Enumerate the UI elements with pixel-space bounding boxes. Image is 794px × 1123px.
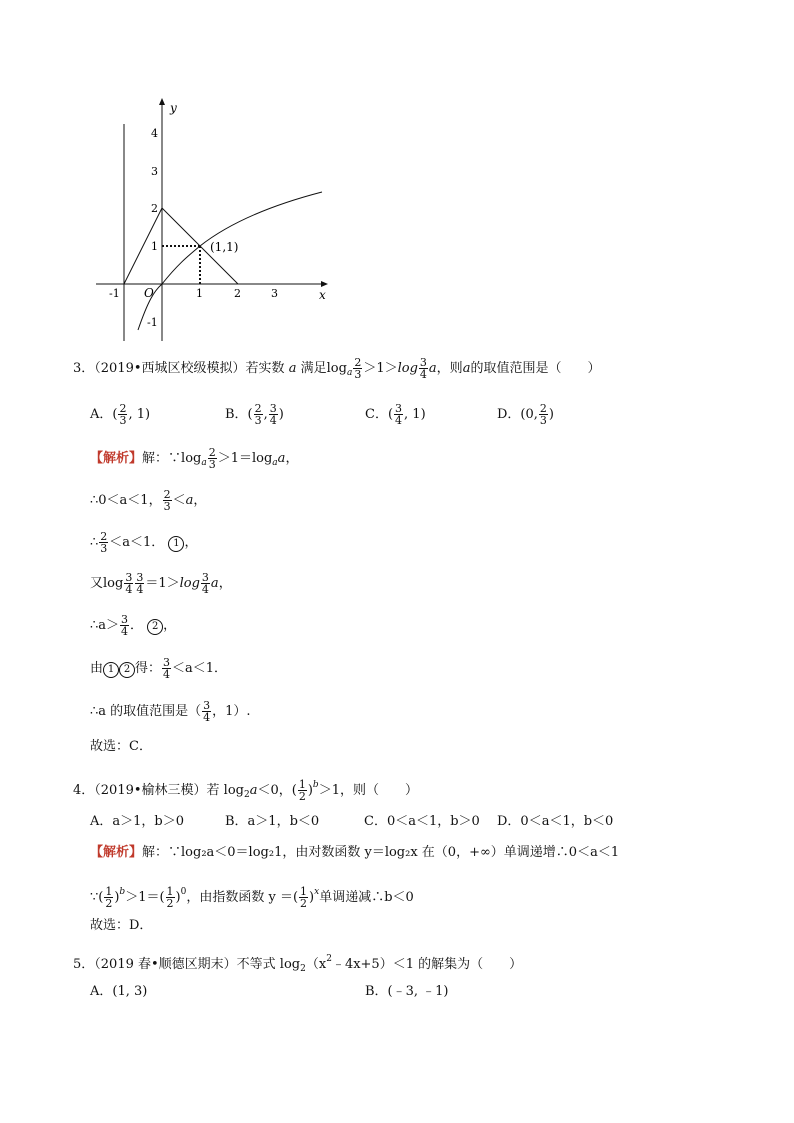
q4-answer: 故选：D． (90, 918, 153, 933)
q4-option-b[interactable]: B．a＞1，b＜0 (225, 814, 320, 829)
y-tick-label: 2 (151, 202, 158, 215)
q4-solution-line-2: ∵( $\frac{1}{2}$ )$^b$＞1＝( $\frac{1}{2}$ )$^0$，由指数函数 y ＝( $\frac{1}{2}$ )$^x$单调递减∴b＜0 (90, 885, 414, 910)
y-tick-label: 1 (151, 240, 158, 253)
q4-option-c[interactable]: C．0＜a＜1，b＞0 (364, 814, 480, 829)
q3-option-d[interactable]: D．(0, $\frac{2}{3}$ ) (497, 402, 554, 427)
circle-1: 1 (168, 536, 184, 552)
q3-stem (73, 357, 600, 383)
q3-solution-line-6: 由 1 2 得： $\frac{3}{4}$ ＜a＜1． (90, 656, 228, 681)
q3-inequality: $\log_a$ $\frac{2}{3}$ ＞1＞log $\frac{3}{4}$ a (326, 356, 437, 381)
q3-solution-line-1: 【解析】解：$\because\log_a$ $\frac{2}{3}$ $>1=\log_aa$， (90, 446, 299, 471)
x-tick-label: 1 (196, 287, 203, 300)
q3-option-a[interactable]: A．( $\frac{2}{3}$ , 1) (90, 402, 151, 427)
function-graph (88, 96, 338, 346)
q3-text: ，则 (436, 361, 463, 376)
q3-source: （2019•西城区校级模拟） (94, 361, 246, 376)
y-axis-arrow (159, 98, 165, 105)
q3-solution-line-7: ∴a 的取值范围是（ $\frac{3}{4}$ ，1）. (90, 699, 251, 724)
y-axis-label: y (170, 101, 177, 115)
q3-solution-line-4: 又log $\frac{3}{4}$ $\frac{3}{4}$ ＝1＞log $\frac{3}{4}$ a， (90, 571, 232, 596)
x-tick-label: -1 (109, 287, 120, 300)
q5-stem: 5．（2019 春•顺德区期末）不等式 $\log_2(x^2﹣4x+5)<1$ 的解集为（ ） (73, 954, 523, 974)
q3-solution-line-5: ∴a＞ $\frac{3}{4}$ ． 2 ， (90, 613, 177, 638)
q3-solution-line-2: ∴0＜a＜1， $\frac{2}{3}$ ＜a， (90, 488, 207, 513)
q3-var: a (288, 361, 297, 376)
log-curve (138, 192, 322, 330)
y-tick-label: -1 (147, 316, 158, 329)
x-tick-label: 3 (271, 287, 278, 300)
y-tick-label: 4 (151, 127, 158, 140)
x-axis-label: x (319, 288, 326, 302)
q3-text: 的取值范围是（ ） (470, 361, 601, 376)
y-tick-label: 3 (151, 165, 158, 178)
q4-option-d[interactable]: D．0＜a＜1，b＜0 (497, 814, 614, 829)
x-tick-label: 2 (234, 287, 241, 300)
q5-option-a[interactable]: A．(1, 3) (90, 984, 148, 999)
q3-option-b[interactable]: B．( $\frac{2}{3}$ , $\frac{3}{4}$ ) (225, 402, 284, 427)
x-axis-arrow (321, 281, 328, 287)
point-label: (1,1) (210, 240, 239, 254)
q3-answer: 故选：C． (90, 739, 152, 754)
q3-var: a (462, 361, 471, 376)
solution-tag: 【解析】 (90, 451, 143, 466)
circle-2: 2 (147, 619, 163, 635)
q5-option-b[interactable]: B．(﹣3, ﹣1) (365, 984, 449, 999)
q4-solution-line-1: 【解析】解：∵log₂a＜0＝log₂1，由对数函数 y＝log₂x 在（0，+∞）单调递增∴0＜a＜1 (90, 845, 620, 860)
q3-solution-line-3: ∴ $\frac{2}{3}$ ＜a＜1． 1 ， (90, 530, 198, 555)
q3-option-c[interactable]: C．( $\frac{3}{4}$ , 1) (365, 402, 426, 427)
q3-text: 若实数 (245, 361, 285, 376)
q4-option-a[interactable]: A．a＞1，b＞0 (90, 814, 185, 829)
q3-text: 满足 (300, 361, 327, 376)
q4-stem: 4．（2019•榆林三模）若 $\log_2a<0$，( $\frac{1}{2}$ )$^b$＞1，则（ ） (73, 778, 418, 803)
q3-number: 3． (73, 361, 95, 376)
origin-label: O (144, 286, 154, 300)
